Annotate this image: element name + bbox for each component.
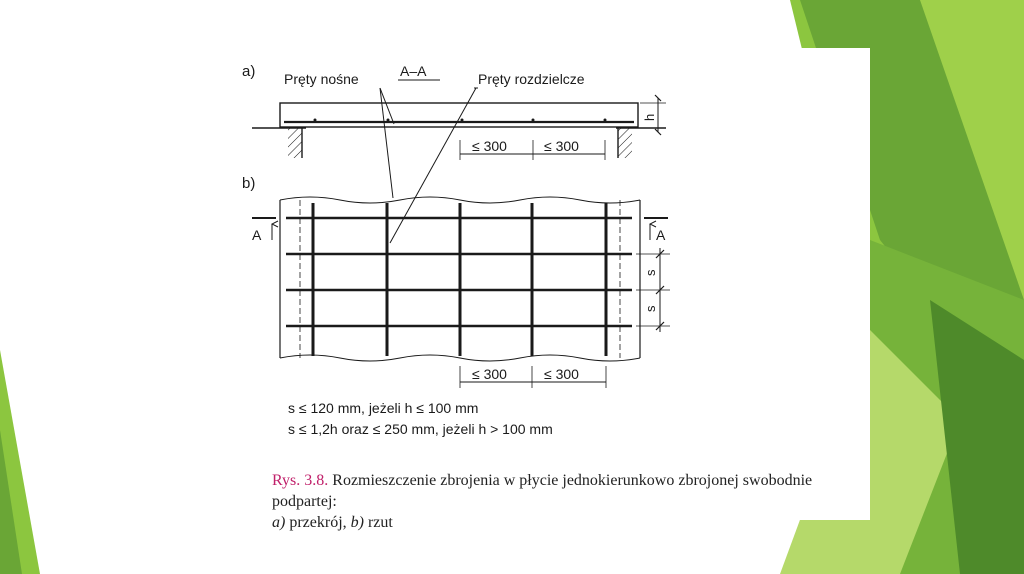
figure-panel — [200, 48, 870, 520]
slab-section — [280, 103, 638, 127]
dim-300-plan-2: ≤ 300 — [544, 366, 579, 382]
caption-text-b: rzut — [363, 514, 393, 531]
height-symbol: h — [642, 113, 657, 121]
section-mark-left: A — [252, 227, 262, 243]
support-right — [616, 128, 666, 158]
caption-text-a: przekrój, — [285, 514, 351, 531]
caption-part-a: a) — [272, 514, 286, 531]
label-main-bars: Pręty nośne — [284, 71, 359, 87]
spacing-condition-2: s ≤ 1,2h oraz ≤ 250 mm, jeżeli h > 100 mm — [288, 421, 553, 437]
plan-break-top — [280, 197, 640, 203]
figure-number: Rys. 3.8. — [272, 472, 329, 489]
spacing-symbol-1: s — [643, 269, 658, 276]
section-marker-right — [644, 218, 668, 243]
dim-300-section-1: ≤ 300 — [472, 138, 507, 154]
spacing-condition-1: s ≤ 120 mm, jeżeli h ≤ 100 mm — [288, 400, 479, 416]
dim-300-section-2: ≤ 300 — [544, 138, 579, 154]
section-mark-right: A — [656, 227, 666, 243]
reinforcement-diagram — [200, 48, 870, 468]
leader-distribution-bars — [390, 88, 476, 243]
label-distribution-bars: Pręty rozdzielcze — [478, 71, 585, 87]
figure-caption — [272, 470, 872, 533]
main-bars-plan — [313, 203, 606, 356]
spacing-symbol-2: s — [643, 305, 658, 312]
support-left — [252, 128, 306, 158]
section-label: A–A — [400, 63, 427, 79]
caption-line1: Rozmieszczenie zbrojenia w płycie jednokierunkowo zbrojonej swobodnie podpartej: — [272, 472, 813, 510]
section-marker-left — [252, 218, 276, 243]
part-a-label: a) — [242, 63, 256, 80]
part-b-label: b) — [242, 175, 256, 192]
dim-300-plan-1: ≤ 300 — [472, 366, 507, 382]
caption-part-b: b) — [350, 514, 364, 531]
